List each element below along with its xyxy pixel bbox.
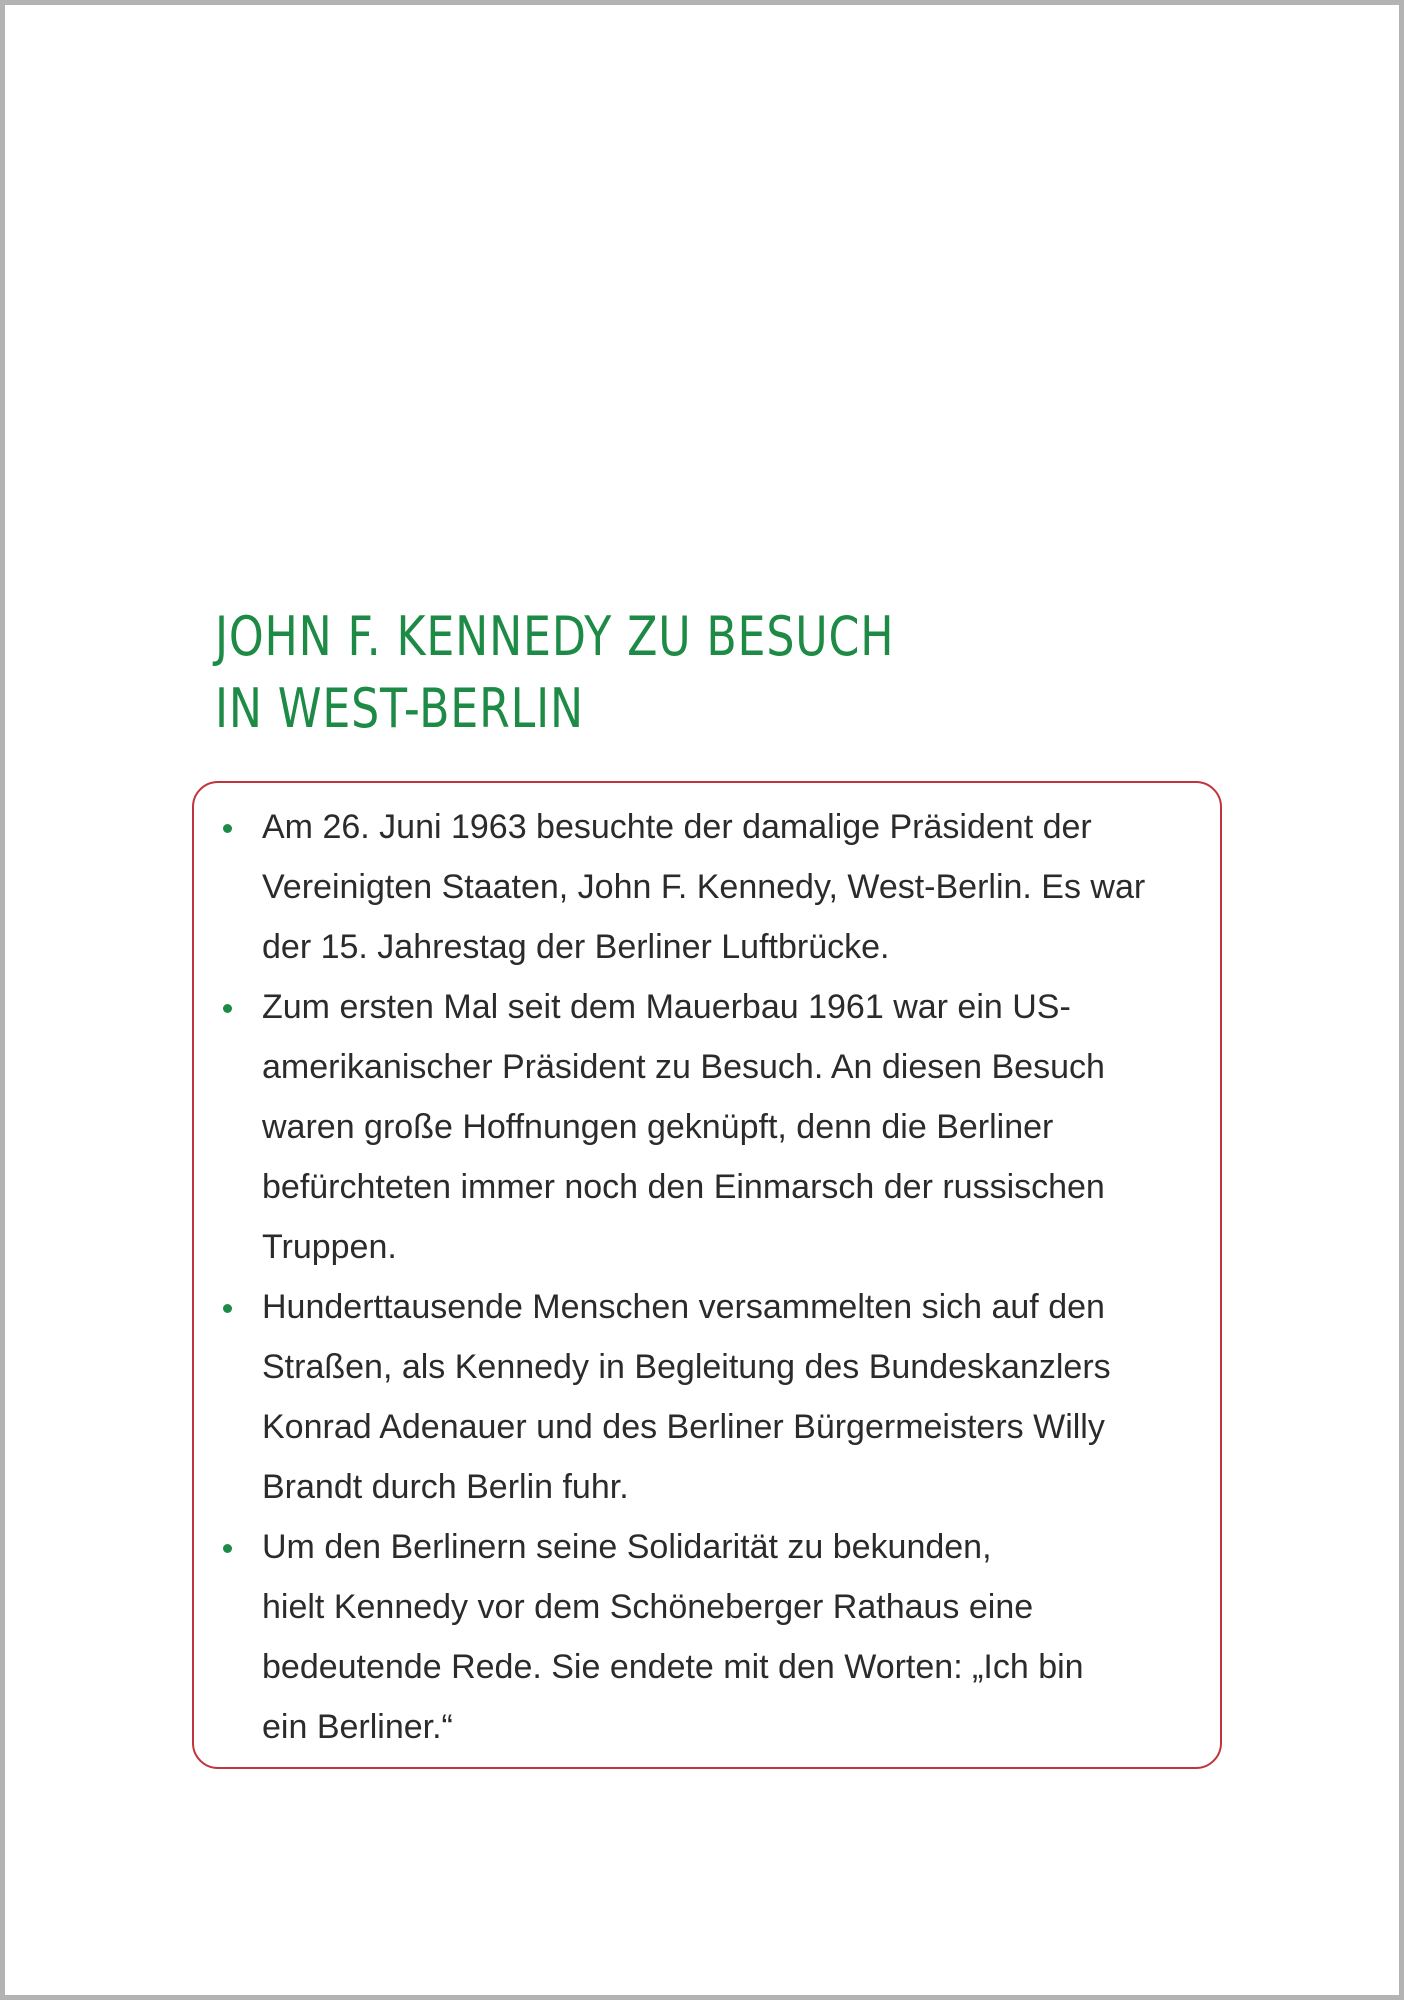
bullet-line: Um den Berlinern seine Solidarität zu bekunden, — [262, 1528, 992, 1566]
bullet-line: Truppen. — [262, 1228, 397, 1266]
bullet-dot-icon — [223, 1304, 232, 1313]
bullet-dot-icon — [223, 1004, 232, 1013]
bullet-line: der 15. Jahrestag der Berliner Luftbrücke. — [262, 928, 890, 966]
bullet-item — [262, 1517, 1202, 1757]
facts-box — [192, 781, 1222, 1769]
bullet-line: Am 26. Juni 1963 besuchte der damalige Präsident der — [262, 808, 1092, 846]
bullet-line: Straßen, als Kennedy in Begleitung des Bundeskanzlers — [262, 1348, 1111, 1386]
bullet-dot-icon — [223, 1544, 232, 1553]
bullet-line: bedeutende Rede. Sie endete mit den Worten: „Ich bin — [262, 1648, 1084, 1686]
bullet-line: Brandt durch Berlin fuhr. — [262, 1468, 629, 1506]
bullet-line: Vereinigten Staaten, John F. Kennedy, West-Berlin. Es war — [262, 868, 1146, 906]
bullet-line: ein Berliner.“ — [262, 1708, 453, 1746]
bullet-line: Hunderttausende Menschen versammelten sich auf den — [262, 1288, 1105, 1326]
bullet-line: Zum ersten Mal seit dem Mauerbau 1961 war ein US- — [262, 988, 1071, 1026]
bullet-list — [262, 797, 1202, 1757]
bullet-item — [262, 797, 1202, 977]
bullet-line: Konrad Adenauer und des Berliner Bürgermeisters Willy — [262, 1408, 1105, 1446]
bullet-line: befürchteten immer noch den Einmarsch der russischen — [262, 1168, 1105, 1206]
title-line-1: JOHN F. KENNEDY ZU BESUCH — [215, 605, 895, 668]
bullet-item — [262, 977, 1202, 1277]
bullet-line: waren große Hoffnungen geknüpft, denn die Berliner — [262, 1108, 1054, 1146]
title-line-2: IN WEST-BERLIN — [215, 677, 584, 740]
page-title — [215, 601, 1035, 745]
bullet-line: hielt Kennedy vor dem Schöneberger Rathaus eine — [262, 1588, 1034, 1626]
bullet-line: amerikanischer Präsident zu Besuch. An diesen Besuch — [262, 1048, 1105, 1086]
bullet-item — [262, 1277, 1202, 1517]
bullet-dot-icon — [223, 824, 232, 833]
